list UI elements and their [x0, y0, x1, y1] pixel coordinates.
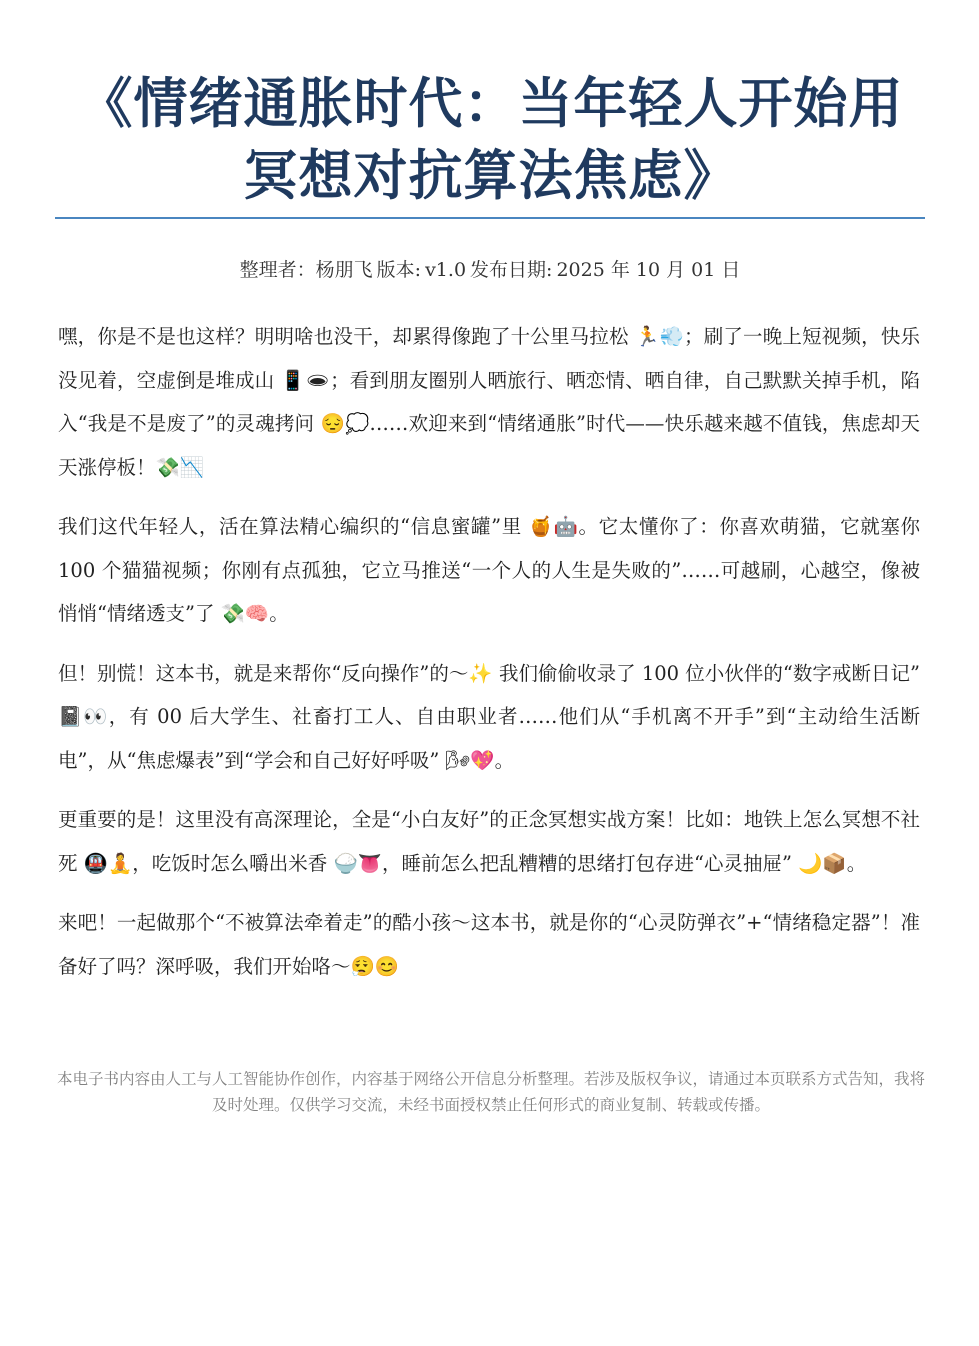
document-title	[56, 68, 926, 212]
version-value: v1.0	[425, 259, 467, 281]
paragraph-1: 嘿，你是不是也这样？明明啥也没干，却累得像跑了十公里马拉松 🏃💨；刷了一晚上短视频，快乐没见着，空虚倒是堆成山 📱🕳；看到朋友圈别人晒旅行、晒恋情、晒自律，自己默默关掉手机，陷入“我是不是废了”的灵魂拷问 😔💭……欢迎来到“情绪通胀”时代——快乐越来越不值钱，焦虑却天天涨停板！💸📉	[58, 325, 920, 479]
paragraph-4: 更重要的是！这里没有高深理论，全是“小白友好”的正念冥想实战方案！比如：地铁上怎么冥想不社死 🚇🧘，吃饭时怎么嚼出米香 🍚👅，睡前怎么把乱糟糟的思绪打包存进“心灵抽屉” 🌙📦。	[58, 808, 920, 875]
document-meta	[55, 255, 925, 285]
date-label: 发布日期:	[470, 259, 553, 281]
paragraph-3: 但！别慌！这本书，就是来帮你“反向操作”的～✨ 我们偷偷收录了 100 位小伙伴的“数字戒断日记” 📓👀，有 00 后大学生、社畜打工人、自由职业者……他们从“手机离不开手”到“主动给生活断电”，从“焦虑爆表”到“学会和自己好好呼吸” 🌬💖。	[58, 661, 920, 772]
paragraph-2: 我们这代年轻人，活在算法精心编织的“信息蜜罐”里 🍯🤖。它太懂你了：你喜欢萌猫，它就塞你 100 个猫猫视频；你刚有点孤独，它立马推送“一个人的人生是失败的”……可越刷，心越空，像被悄悄“情绪透支”了 💸🧠。	[58, 515, 920, 625]
title-line-1: 《情绪通胀时代：当年轻人开始用	[78, 72, 904, 135]
title-divider	[55, 217, 925, 219]
date-value: 2025 年 10 月 01 日	[556, 259, 741, 281]
version-label: 版本:	[376, 259, 422, 281]
title-line-2: 冥想对抗算法焦虑》	[243, 144, 739, 207]
document-body	[58, 315, 920, 1004]
compiler-label: 整理者：	[239, 259, 316, 281]
compiler-name: 杨朋飞	[315, 259, 373, 281]
copyright-notice: 本电子书内容由人工与人工智能协作创作，内容基于网络公开信息分析整理。若涉及版权争议，请通过本页联系方式告知，我将及时处理。仅供学习交流，未经书面授权禁止任何形式的商业复制、转载或传播。	[56, 1070, 925, 1114]
paragraph-5: 来吧！一起做那个“不被算法牵着走”的酷小孩～这本书，就是你的“心灵防弹衣”+“情绪稳定器”！准备好了吗？深呼吸，我们开始咯～😮‍💨😊	[58, 911, 920, 978]
